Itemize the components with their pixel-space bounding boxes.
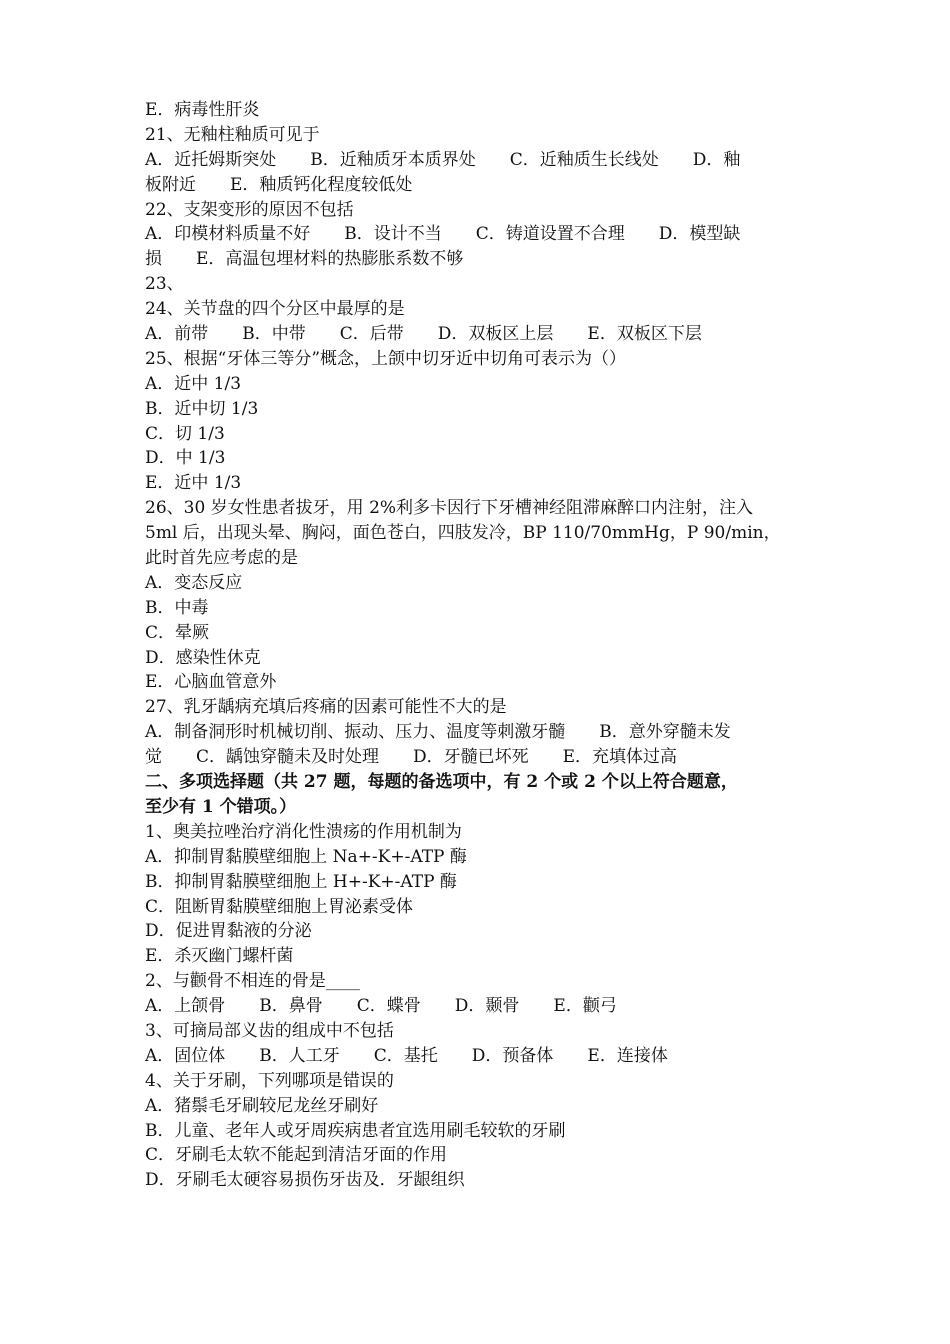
option-line: C．晕厥 (145, 622, 210, 643)
option-line: C．切 1/3 (145, 423, 225, 444)
option-line: A．抑制胃黏膜壁细胞上 Na+-K+-ATP 酶 (145, 846, 467, 867)
options-line: 觉 C．龋蚀穿髓未及时处理 D．牙髓已坏死 E．充填体过高 (145, 747, 678, 768)
question-m2: 2、与颧骨不相连的骨是____ (145, 971, 360, 992)
question-26-cont: 5ml 后，出现头晕、胸闷，面色苍白，四肢发冷，BP 110/70mmHg，P 90/min， (145, 523, 781, 544)
option-line: D．中 1/3 (145, 448, 226, 469)
option-line: A．近中 1/3 (145, 373, 242, 394)
question-m1: 1、奥美拉唑治疗消化性溃疡的作用机制为 (145, 821, 462, 842)
question-m4: 4、关于牙刷，下列哪项是错误的 (145, 1070, 394, 1091)
option-line: E．近中 1/3 (145, 473, 242, 494)
option-line: A．变态反应 (145, 572, 243, 593)
question-27: 27、乳牙龋病充填后疼痛的因素可能性不大的是 (145, 697, 507, 718)
option-line: E．病毒性肝炎 (145, 100, 260, 120)
option-line: E．杀灭幽门螺杆菌 (145, 946, 294, 967)
options-line: 板附近 E．釉质钙化程度较低处 (145, 174, 413, 195)
option-line: E．心脑血管意外 (145, 672, 277, 693)
question-24: 24、关节盘的四个分区中最厚的是 (145, 299, 405, 320)
option-line: B．中毒 (145, 597, 209, 618)
question-26: 26、30 岁女性患者拔牙，用 2%利多卡因行下牙槽神经阻滞麻醉口内注射，注入 (145, 498, 754, 519)
option-line: B．近中切 1/3 (145, 398, 259, 419)
option-line: D．促进胃黏液的分泌 (145, 921, 312, 942)
section-heading-cont: 至少有 1 个错项。） (145, 796, 297, 817)
option-line: C．牙刷毛太软不能起到清洁牙面的作用 (145, 1145, 448, 1166)
options-line: A．印模材料质量不好 B．设计不当 C．铸道设置不合理 D．模型缺 (145, 224, 741, 245)
question-21: 21、无釉柱釉质可见于 (145, 124, 320, 145)
section-heading: 二、多项选择题（共 27 题，每题的备选项中，有 2 个或 2 个以上符合题意， (145, 772, 738, 793)
option-line: D．牙刷毛太硬容易损伤牙齿及．牙龈组织 (145, 1170, 465, 1191)
question-26-cont: 此时首先应考虑的是 (145, 548, 298, 569)
options-line: A．固位体 B．人工牙 C．基托 D．预备体 E．连接体 (145, 1045, 668, 1066)
options-line: 损 E．高温包埋材料的热膨胀系数不够 (145, 249, 464, 270)
question-25: 25、根据“牙体三等分”概念，上颌中切牙近中切角可表示为（） (145, 348, 627, 369)
option-line: B．儿童、老年人或牙周疾病患者宜选用刷毛较软的牙刷 (145, 1120, 566, 1141)
options-line: A．制备洞形时机械切削、振动、压力、温度等刺激牙髓 B．意外穿髓未发 (145, 722, 731, 743)
options-line: A．上颌骨 B．鼻骨 C．蝶骨 D．颞骨 E．颧弓 (145, 996, 617, 1017)
options-line: A．近托姆斯突处 B．近釉质牙本质界处 C．近釉质生长线处 D．釉 (145, 149, 741, 170)
document-body (145, 98, 808, 1193)
question-22: 22、支架变形的原因不包括 (145, 199, 354, 220)
option-line: B．抑制胃黏膜壁细胞上 H+-K+-ATP 酶 (145, 871, 457, 892)
option-line: A．猪鬃毛牙刷较尼龙丝牙刷好 (145, 1095, 379, 1116)
option-line: C．阻断胃黏膜壁细胞上胃泌素受体 (145, 896, 414, 917)
options-line: A．前带 B．中带 C．后带 D．双板区上层 E．双板区下层 (145, 324, 702, 345)
question-23: 23、 (145, 274, 184, 295)
option-line: D．感染性休克 (145, 647, 261, 668)
question-m3: 3、可摘局部义齿的组成中不包括 (145, 1020, 394, 1041)
